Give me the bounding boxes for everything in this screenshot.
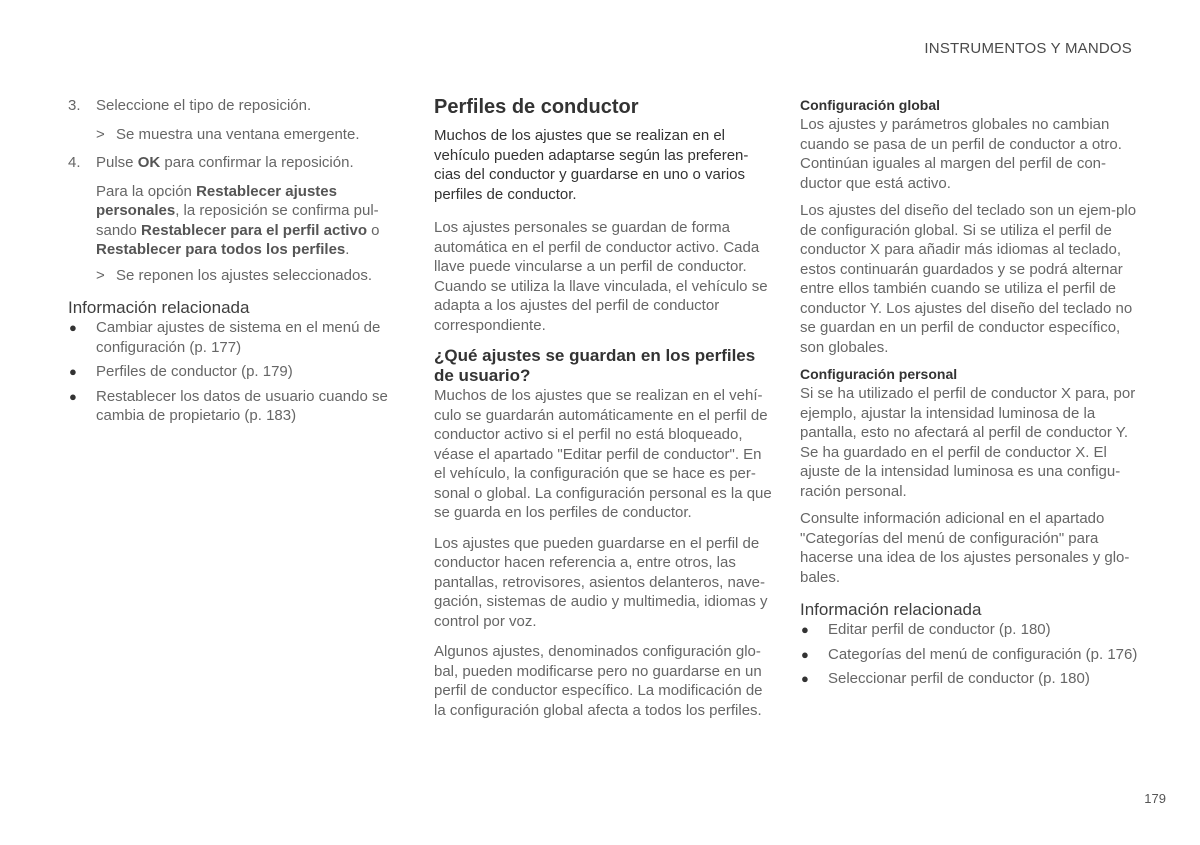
paragraph: Los ajustes personales se guardan de forma automática en el perfil de conductor activo. Cada llave puede vincularse a un perfil de conductor. Cuando se utiliza la llave vinculada, el vehículo se adapta a los ajustes del perfil de conductor correspondiente. <box>434 219 768 334</box>
related-link[interactable] <box>800 669 1140 689</box>
personal-config-heading: Configuración personal <box>800 366 958 382</box>
result-text: Se reponen los ajustes seleccionados. <box>116 266 372 284</box>
result-arrow: > <box>96 266 105 284</box>
column-right <box>800 96 1140 694</box>
related-link[interactable] <box>68 362 398 382</box>
paragraph: Algunos ajustes, denominados configuración glo-bal, pueden modificarse pero no guardarse en un perfil de conductor específico. La modificación de la configuración global afecta a todos los perfiles. <box>434 643 763 719</box>
bullet-icon: ● <box>69 320 77 335</box>
option-all-profiles: Restablecer para todos los perfiles <box>96 241 346 258</box>
column-left <box>68 96 398 431</box>
article-title: Perfiles de conductor <box>434 96 639 118</box>
step-text-pre: Pulse <box>96 154 138 171</box>
step-result <box>68 125 398 145</box>
step-number: 3. <box>68 97 81 114</box>
reset-option-note <box>68 182 398 260</box>
step-4 <box>68 153 398 173</box>
step-result <box>68 266 398 286</box>
step-3 <box>68 96 398 116</box>
related-info-heading: Información relacionada <box>800 600 982 619</box>
bullet-icon: ● <box>801 671 809 686</box>
related-link[interactable] <box>800 645 1140 665</box>
option-active-profile: Restablecer para el perfil activo <box>141 221 367 239</box>
lead-paragraph: Muchos de los ajustes que se realizan en el vehículo pueden adaptarse según las preferen-cias del conductor y guardarse en uno o varios perfiles de conductor. <box>434 127 749 203</box>
bullet-icon: ● <box>69 364 77 379</box>
related-info-heading: Información relacionada <box>68 298 250 317</box>
subsection-title: ¿Qué ajustes se guardan en los perfiles de usuario? <box>434 346 756 385</box>
result-arrow: > <box>96 125 105 143</box>
paragraph: Muchos de los ajustes que se realizan en el vehí-culo se guardarán automáticamente en el perfil de conductor activo si el perfil no está bloqueado, véase el apartado "Editar perfil de conductor". En el vehículo, la configuración que se hace es per-sonal o global. La configuración personal es la que se guarda en los perfiles de conductor. <box>434 387 772 521</box>
related-link[interactable] <box>68 387 398 426</box>
related-link-text: Restablecer los datos de usuario cuando se cambia de propietario (p. 183) <box>96 387 388 424</box>
related-link-text: Editar perfil de conductor (p. 180) <box>828 621 1051 638</box>
paragraph: Si se ha utilizado el perfil de conductor X para, por ejemplo, ajustar la intensidad luminosa de la pantalla, esto no afectará al perfil de conductor Y. Se ha guardado en el perfil de conductor X. El ajuste de la intensidad luminosa es una configu-ración personal. <box>800 385 1136 500</box>
result-text: Se muestra una ventana emergente. <box>116 125 360 143</box>
step-text-post: para confirmar la reposición. <box>160 154 354 171</box>
related-link-text: Categorías del menú de configuración (p. 176) <box>828 645 1138 663</box>
bullet-icon: ● <box>801 646 809 662</box>
related-link[interactable] <box>68 318 398 357</box>
related-link[interactable] <box>800 620 1140 640</box>
related-link-text: Seleccionar perfil de conductor (p. 180) <box>828 670 1090 687</box>
paragraph: Los ajustes y parámetros globales no cambian cuando se pasa de un perfil de conductor a otro. Continúan iguales al margen del perfil de con-ductor que está activo. <box>800 116 1122 192</box>
paragraph: Consulte información adicional en el apartado "Categorías del menú de configuración" para hacerse una idea de los ajustes personales y glo-bales. <box>800 510 1130 586</box>
note-text: Para la opción <box>96 182 197 200</box>
step-number: 4. <box>68 154 81 171</box>
page-number: 179 <box>1144 791 1166 806</box>
ok-keyword: OK <box>137 154 161 171</box>
step-text: Seleccione el tipo de reposición. <box>96 97 312 114</box>
related-link-text: Perfiles de conductor (p. 179) <box>96 363 293 380</box>
section-header: INSTRUMENTOS Y MANDOS <box>924 40 1132 57</box>
option-personal-settings: Restablecer ajustes personales <box>96 182 337 219</box>
related-info-list <box>800 620 1140 689</box>
note-text: . <box>345 241 350 258</box>
global-config-heading: Configuración global <box>800 97 940 113</box>
related-link-text: Cambiar ajustes de sistema en el menú de configuración (p. 177) <box>96 319 381 356</box>
paragraph: Los ajustes que pueden guardarse en el perfil de conductor hacen referencia a, entre otros, las pantallas, retrovisores, asientos delanteros, nave-gación, sistemas de audio y multimedia, idiomas y control por voz. <box>434 534 768 630</box>
bullet-icon: ● <box>69 388 77 404</box>
column-middle <box>434 96 774 731</box>
note-text: , la reposición se confirma pul-sando <box>96 202 379 239</box>
paragraph: Los ajustes del diseño del teclado son un ejem-plo de configuración global. Si se utiliza el perfil de conductor X para añadir más idiomas al teclado, estos continuarán guardados y se podrá alternar entre ellos también cuando se utiliza el perfil de conductor Y. Los ajustes del diseño del teclado no se guardan en un perfil de conductor específico, son globales. <box>800 202 1137 356</box>
note-text: o <box>366 221 380 239</box>
bullet-icon: ● <box>801 622 809 637</box>
related-info-list <box>68 318 398 426</box>
